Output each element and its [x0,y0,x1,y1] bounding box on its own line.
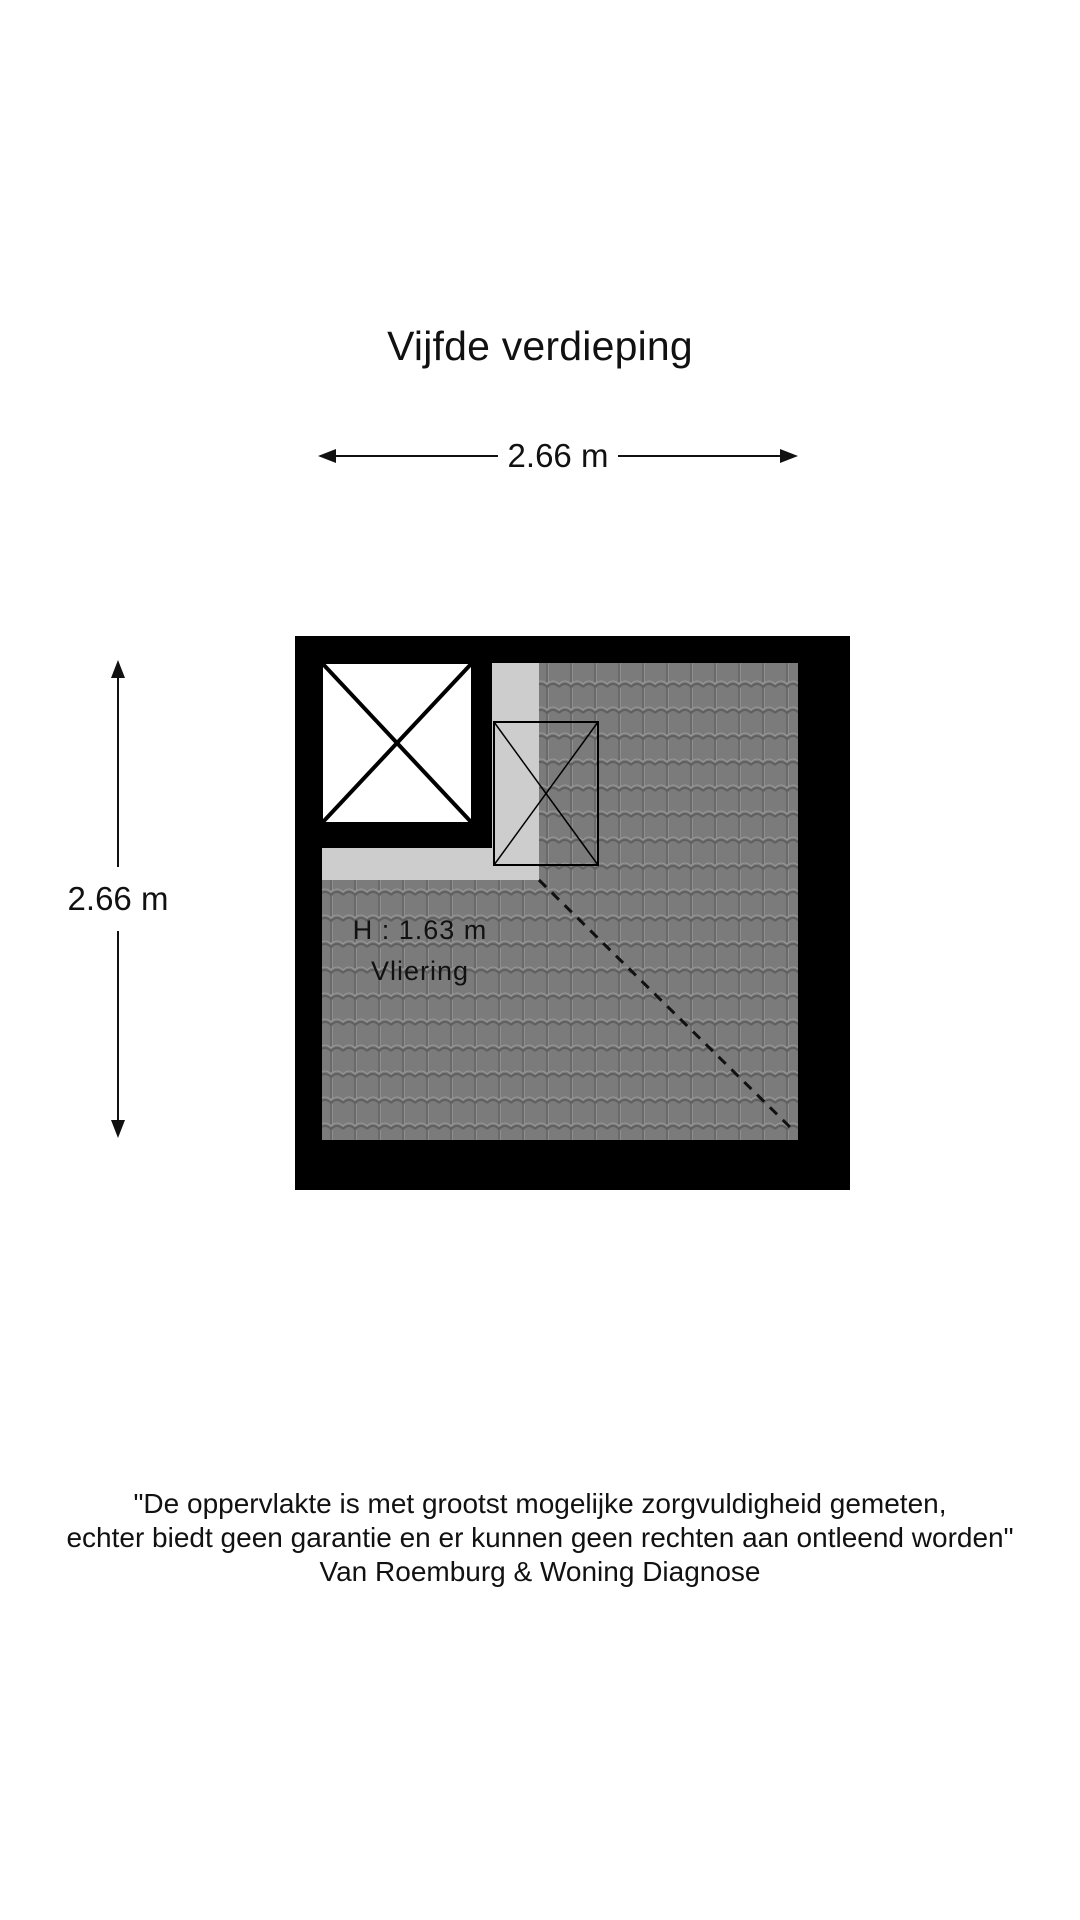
disclaimer-line: "De oppervlakte is met grootst mogelijke zorgvuldigheid gemeten, [133,1488,947,1519]
dimension-line [618,455,790,457]
arrow-down-icon [111,1120,125,1138]
disclaimer [0,1487,1080,1589]
dimension-line [117,672,119,867]
arrow-right-icon [780,449,798,463]
dimension-line [117,931,119,1126]
width-dimension [318,432,798,480]
disclaimer-line: echter biedt geen garantie en er kunnen geen rechten aan ontleend worden" [66,1522,1014,1553]
depth-dimension [60,660,176,1138]
width-dimension-label: 2.66 m [507,437,609,474]
depth-dimension-label: 2.66 m [67,880,169,917]
page-title: Vijfde verdieping [387,323,693,369]
room-height-label: H : 1.63 m [352,915,488,945]
room-name-label: Vliering [370,956,470,986]
disclaimer-credit: Van Roemburg & Woning Diagnose [319,1556,761,1587]
